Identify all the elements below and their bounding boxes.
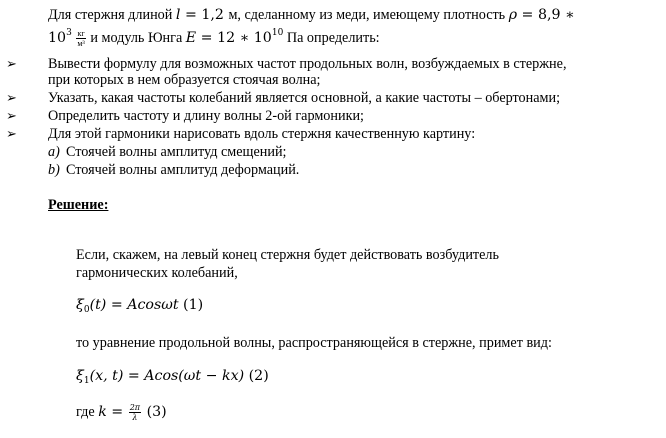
wavenumber-fraction bbox=[129, 403, 141, 422]
unit-numerator: кг bbox=[77, 29, 85, 39]
equation-body: (t) = Acosωt bbox=[89, 297, 179, 313]
sub-item bbox=[48, 143, 287, 161]
equation-number: (1) bbox=[178, 297, 204, 313]
equation-number: (3) bbox=[142, 404, 167, 420]
xi-symbol: ξ bbox=[76, 297, 84, 313]
task-text: Определить частоту и длину волны 2-ой гармоники; bbox=[48, 108, 365, 124]
sub-item bbox=[48, 161, 299, 179]
intro-text: м, сделанному из меди, имеющему плотность bbox=[228, 7, 509, 23]
bullet-arrow-icon: ➢ bbox=[6, 126, 17, 141]
task-item bbox=[6, 107, 364, 125]
young-exp: 10 bbox=[271, 28, 284, 38]
density-power-exp: 3 bbox=[66, 28, 72, 38]
intro-text: Па определить: bbox=[283, 30, 380, 46]
task-text: Указать, какая частоты колебаний является основной, а какие частоты – обертонами; bbox=[48, 90, 561, 106]
equation-body: (x, t) = Acos(ωt − kx) bbox=[89, 368, 245, 384]
sub-item-marker: a) bbox=[48, 144, 60, 160]
equation-intro-text: где bbox=[76, 404, 99, 420]
task-text: при которых в нем образуется стоячая волна; bbox=[48, 72, 321, 88]
bullet-arrow-icon: ➢ bbox=[6, 90, 17, 105]
sub-item-text: Стоячей волны амплитуд смещений; bbox=[66, 144, 287, 160]
density-value: = 8,9 ∗ bbox=[517, 7, 575, 23]
xi-subscript: 1 bbox=[83, 376, 90, 386]
equation-1 bbox=[76, 296, 203, 314]
xi-subscript: 0 bbox=[83, 305, 90, 315]
bullet-arrow-icon: ➢ bbox=[6, 108, 17, 123]
equals-sign: = bbox=[106, 404, 128, 420]
task-item-continuation bbox=[48, 71, 320, 89]
density-power-base: 10 bbox=[48, 30, 67, 46]
density-unit-fraction bbox=[76, 29, 85, 48]
fraction-numerator: 2π bbox=[129, 403, 141, 413]
solution-paragraph: Если, скажем, на левый конец стержня будет действовать возбудитель bbox=[76, 247, 499, 263]
wavenumber-variable: k bbox=[98, 404, 107, 420]
task-item bbox=[6, 125, 475, 143]
young-variable: E bbox=[185, 30, 197, 46]
sub-item-marker: b) bbox=[48, 162, 60, 178]
intro-line-2 bbox=[48, 29, 380, 48]
bullet-arrow-icon: ➢ bbox=[6, 56, 17, 71]
task-text: Для этой гармоники нарисовать вдоль стержня качественную картину: bbox=[48, 126, 476, 142]
equation-number: (2) bbox=[244, 368, 269, 384]
solution-paragraph: гармонических колебаний, bbox=[76, 265, 238, 281]
solution-paragraph: то уравнение продольной волны, распространяющейся в стержне, примет вид: bbox=[76, 335, 552, 351]
intro-text: и модуль Юнга bbox=[86, 30, 186, 46]
intro-line-1 bbox=[48, 6, 575, 24]
fraction-denominator: λ bbox=[132, 413, 138, 423]
length-value: = 1,2 bbox=[180, 7, 229, 23]
task-text: Вывести формулу для возможных частот продольных волн, возбуждаемых в стержне, bbox=[48, 56, 567, 72]
length-variable: l bbox=[175, 7, 181, 23]
young-value: = 12 ∗ 10 bbox=[196, 30, 272, 46]
density-variable: ρ bbox=[508, 7, 518, 23]
unit-denominator: м³ bbox=[77, 39, 85, 49]
xi-symbol: ξ bbox=[76, 368, 84, 384]
task-item bbox=[6, 89, 560, 107]
intro-text: Для стержня длиной bbox=[48, 7, 176, 23]
solution-heading: Решение: bbox=[48, 197, 109, 213]
equation-3 bbox=[76, 403, 167, 422]
sub-item-text: Стоячей волны амплитуд деформаций. bbox=[66, 162, 300, 178]
equation-2 bbox=[76, 367, 269, 385]
